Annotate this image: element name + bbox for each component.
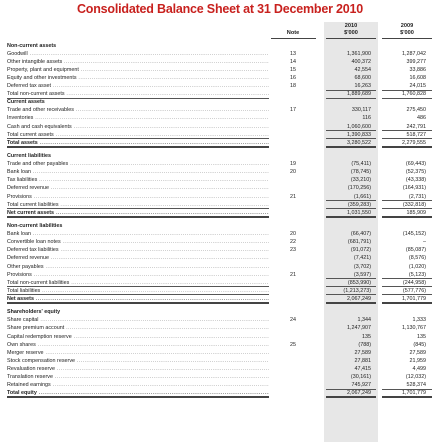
row-label: Goodwill .....	[7, 50, 269, 58]
row-label: Stock compensation reserve .....	[7, 357, 269, 365]
table-row	[7, 246, 433, 254]
row-value-2009: 135	[417, 333, 426, 340]
row-label: Current liabilities	[7, 153, 52, 160]
row-label: Provisions .....	[7, 271, 269, 279]
row-label: Deferred revenue .....	[7, 184, 269, 192]
row-label: Translation reserve .....	[7, 373, 269, 381]
row-value-2010: (681,791)	[347, 239, 371, 246]
table-row	[7, 373, 433, 381]
table-row	[7, 254, 433, 262]
row-value-2009: (69,443)	[405, 161, 426, 168]
row-value-2009: 1,760,828	[402, 91, 426, 98]
table-row	[7, 333, 433, 341]
row-note: 17	[290, 107, 296, 114]
row-value-2010: 1,344	[357, 317, 371, 324]
header-2010-year: 2010	[344, 23, 358, 29]
row-value-2009: 1,333	[412, 317, 426, 324]
row-label: Tax liabilities .....	[7, 176, 269, 184]
subtotal-rule	[382, 389, 432, 390]
header-2010-unit: $'000	[344, 30, 358, 36]
row-label: Current assets	[7, 99, 45, 106]
table-row	[7, 66, 433, 74]
row-label: Shareholders' equity	[7, 309, 61, 316]
row-value-2009: 1,701,779	[402, 295, 426, 302]
row-label: Property, plant and equipment .....	[7, 66, 269, 74]
subtotal-rule	[326, 208, 376, 209]
row-value-2009: 1,701,779	[402, 389, 426, 396]
row-value-2009: –	[423, 239, 426, 246]
table-row	[7, 238, 433, 246]
row-note: 21	[290, 271, 296, 278]
row-value-2009: (52,375)	[405, 169, 426, 176]
double-rule	[382, 216, 432, 218]
table-row	[7, 106, 433, 114]
row-value-2009: (2,731)	[408, 193, 426, 200]
double-rule	[7, 396, 269, 398]
row-value-2009: 24,015	[409, 83, 426, 90]
table-row	[7, 176, 433, 184]
row-value-2010: 1,247,907	[347, 325, 371, 332]
table-row	[7, 58, 433, 66]
row-note: 20	[290, 169, 296, 176]
row-label: Inventories .....	[7, 114, 269, 122]
row-value-2010: (853,990)	[347, 279, 371, 286]
table-row	[7, 168, 433, 176]
double-rule	[326, 216, 376, 218]
row-label: Net current assets .....	[7, 209, 269, 217]
subtotal-rule	[382, 200, 432, 201]
double-rule	[382, 302, 432, 304]
table-row	[7, 324, 433, 332]
double-rule	[7, 146, 269, 148]
section-heading	[7, 152, 433, 160]
row-note: 24	[290, 317, 296, 324]
row-note: 20	[290, 231, 296, 238]
row-note: 19	[290, 161, 296, 168]
row-value-2009: 399,277	[406, 59, 426, 66]
row-value-2009: (332,818)	[402, 201, 426, 208]
subtotal-rule	[326, 389, 376, 390]
row-value-2009: (145,152)	[402, 231, 426, 238]
subtotal-rule	[382, 90, 432, 91]
row-label: Non-current assets	[7, 43, 57, 49]
row-value-2009: 486	[417, 115, 426, 122]
row-value-2010: (30,161)	[350, 373, 371, 380]
row-value-2010: (91,072)	[350, 247, 371, 254]
row-value-2010: 400,372	[351, 59, 371, 66]
row-label: Capital redemption reserve .....	[7, 333, 269, 341]
double-rule	[382, 396, 432, 398]
row-value-2009: 185,909	[406, 209, 426, 216]
double-rule	[7, 302, 269, 304]
row-value-2009: 1,130,767	[402, 325, 426, 332]
row-value-2009: (12,032)	[405, 373, 426, 380]
row-note: 23	[290, 247, 296, 254]
row-label: Trade and other payables .....	[7, 160, 269, 168]
row-value-2010: (66,407)	[350, 231, 371, 238]
subtotal-rule	[382, 278, 432, 279]
double-rule	[326, 396, 376, 398]
row-note: 14	[290, 59, 296, 66]
row-label: Bank loan .....	[7, 230, 269, 238]
row-value-2010: (3,702)	[353, 263, 371, 270]
table-row	[7, 341, 433, 349]
row-label: Total non-current liabilities .....	[7, 279, 269, 287]
table-row	[7, 114, 433, 122]
row-label: Share premium account .....	[7, 324, 269, 332]
row-label: Share capital .....	[7, 316, 269, 324]
row-value-2010: 42,554	[354, 67, 371, 74]
row-value-2010: (33,210)	[350, 177, 371, 184]
row-label: Deferred tax liabilities .....	[7, 246, 269, 254]
row-value-2010: 2,067,249	[347, 295, 371, 302]
subtotal-rule	[326, 200, 376, 201]
row-label: Total current liabilities .....	[7, 201, 269, 209]
section-heading	[7, 42, 433, 50]
row-value-2009: 242,791	[406, 123, 426, 130]
row-value-2010: 3,280,522	[347, 139, 371, 146]
table-row	[7, 184, 433, 192]
subtotal-rule	[326, 286, 376, 287]
row-value-2009: (5,123)	[408, 271, 426, 278]
double-rule	[7, 216, 269, 218]
row-value-2010: 27,881	[354, 357, 371, 364]
row-value-2010: 1,889,689	[347, 91, 371, 98]
row-value-2009: 4,499	[412, 365, 426, 372]
row-value-2009: 275,450	[406, 107, 426, 114]
row-label: Total current assets .....	[7, 131, 269, 139]
row-label: Provisions .....	[7, 193, 269, 201]
row-value-2009: (85,087)	[405, 247, 426, 254]
row-label: Other payables .....	[7, 263, 269, 271]
table-row	[7, 316, 433, 324]
row-label: Deferred revenue .....	[7, 254, 269, 262]
table-row	[7, 263, 433, 271]
row-value-2009: (43,338)	[405, 177, 426, 184]
row-value-2009: 2,279,555	[402, 139, 426, 146]
row-note: 22	[290, 239, 296, 246]
row-value-2010: 16,263	[354, 83, 371, 90]
row-value-2009: 33,886	[409, 67, 426, 74]
row-value-2009: 528,374	[406, 381, 426, 388]
table-row	[7, 50, 433, 58]
double-rule	[382, 146, 432, 148]
row-value-2009: 16,608	[409, 75, 426, 82]
row-value-2009: 1,287,042	[402, 51, 426, 58]
row-value-2009: (845)	[413, 341, 426, 348]
row-label: Revaluation reserve .....	[7, 365, 269, 373]
row-value-2010: 1,390,833	[347, 131, 371, 138]
table-row	[7, 349, 433, 357]
row-value-2009: (8,576)	[408, 255, 426, 262]
subtotal-rule	[382, 208, 432, 209]
row-label: Merger reserve .....	[7, 349, 269, 357]
header-rule-2010	[326, 38, 376, 39]
header-2009-unit: $'000	[400, 30, 414, 36]
row-value-2009: 518,727	[406, 131, 426, 138]
row-note: 18	[290, 83, 296, 90]
row-label: Retained earnings .....	[7, 381, 269, 389]
page-title: Consolidated Balance Sheet at 31 December 2010	[76, 2, 364, 16]
row-value-2010: 1,361,900	[347, 51, 371, 58]
row-value-2009: (1,020)	[408, 263, 426, 270]
row-label: Non-current liabilities	[7, 223, 63, 230]
section-heading	[7, 308, 433, 316]
table-row	[7, 160, 433, 168]
row-value-2010: (78,745)	[350, 169, 371, 176]
row-label: Deferred tax asset .....	[7, 82, 269, 90]
header-rule-note	[271, 38, 316, 39]
subtotal-rule	[326, 278, 376, 279]
header-note: Note	[286, 30, 300, 36]
row-value-2009: (577,776)	[402, 287, 426, 294]
row-label: Convertible loan notes .....	[7, 238, 269, 246]
row-value-2010: 47,415	[354, 365, 371, 372]
row-label: Total equity .....	[7, 389, 269, 397]
row-value-2010: (75,411)	[351, 161, 371, 168]
row-label: Total liabilities .....	[7, 287, 269, 295]
row-value-2010: 1,031,550	[347, 209, 371, 216]
double-rule	[326, 302, 376, 304]
row-note: 16	[290, 75, 296, 82]
subtotal-rule	[326, 138, 376, 139]
table-row	[7, 230, 433, 238]
row-value-2010: 2,067,249	[347, 389, 371, 396]
row-value-2010: 745,927	[351, 381, 371, 388]
subtotal-rule	[382, 286, 432, 287]
row-value-2009: 21,959	[409, 357, 426, 364]
row-label: Cash and cash equivalents .....	[7, 123, 269, 131]
row-value-2010: 27,589	[354, 349, 371, 356]
row-value-2010: 1,060,600	[347, 123, 371, 130]
row-value-2010: 135	[362, 333, 371, 340]
row-value-2010: (3,597)	[353, 271, 371, 278]
row-label: Trade and other receivables .....	[7, 106, 269, 114]
row-value-2010: (170,256)	[347, 185, 371, 192]
table-row	[7, 357, 433, 365]
subtotal-rule	[326, 90, 376, 91]
row-value-2009: 27,589	[409, 349, 426, 356]
row-label: Own shares .....	[7, 341, 269, 349]
row-label: Total non-current assets .....	[7, 90, 269, 98]
section-heading	[7, 222, 433, 230]
subtotal-rule	[326, 294, 376, 295]
subtotal-rule	[382, 130, 432, 131]
row-value-2010: 116	[362, 115, 371, 122]
subtotal-rule	[382, 294, 432, 295]
row-value-2010: 68,600	[354, 75, 371, 82]
subtotal-rule	[382, 138, 432, 139]
row-label: Equity and other investments .....	[7, 74, 269, 82]
row-note: 13	[290, 51, 296, 58]
row-label: Bank loan .....	[7, 168, 269, 176]
row-label: Total assets .....	[7, 139, 269, 147]
row-value-2010: (1,661)	[353, 193, 371, 200]
row-value-2010: (359,283)	[347, 201, 371, 208]
row-label: Net assets .....	[7, 295, 269, 303]
header-rule-2009	[382, 38, 432, 39]
double-rule	[326, 146, 376, 148]
section-heading	[7, 98, 433, 106]
row-label: Other intangible assets .....	[7, 58, 269, 66]
subtotal-rule	[326, 130, 376, 131]
row-value-2010: (788)	[358, 341, 371, 348]
row-note: 25	[290, 341, 296, 348]
row-value-2010: 330,117	[351, 107, 371, 114]
row-note: 15	[290, 67, 296, 74]
row-value-2010: (1,213,273)	[343, 287, 371, 294]
row-note: 21	[290, 193, 296, 200]
row-value-2009: (244,958)	[402, 279, 426, 286]
table-row	[7, 74, 433, 82]
row-value-2009: (164,931)	[402, 185, 426, 192]
row-value-2010: (7,421)	[353, 255, 371, 262]
header-2009-year: 2009	[400, 23, 414, 29]
table-row	[7, 365, 433, 373]
